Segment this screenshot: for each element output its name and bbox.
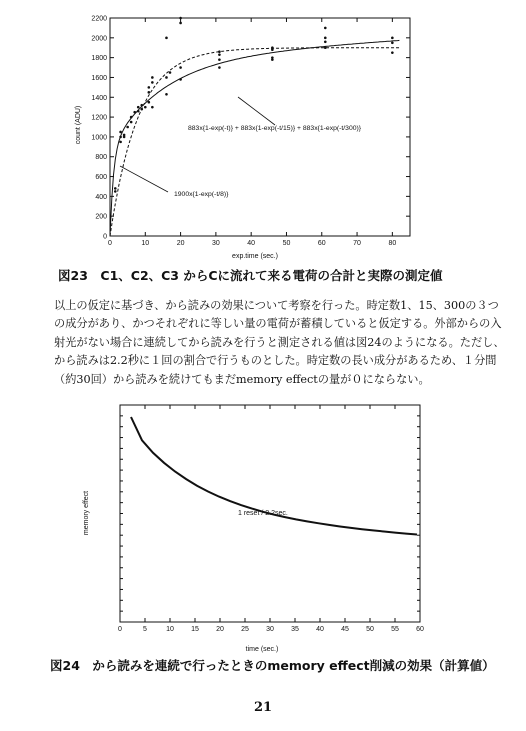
fig23-annotation-single: 1900x{1-exp(-t/8)} — [174, 191, 229, 198]
fig24-x-tick-label: 20 — [216, 626, 224, 633]
fig24-x-tick-label: 35 — [291, 626, 299, 633]
fig23-data-point — [140, 108, 143, 111]
fig23-y-tick-label: 0 — [103, 233, 107, 241]
fig23-x-tick-label: 80 — [388, 240, 397, 247]
fig24-x-tick-label: 5 — [143, 626, 147, 633]
fig23-y-tick-label: 800 — [95, 154, 107, 162]
fig23-data-point — [126, 126, 129, 129]
fig24-x-axis-label: time (sec.) — [245, 646, 279, 653]
fig23-data-point — [324, 40, 327, 43]
fig23-data-point — [218, 53, 221, 56]
fig23-annotation-pointer-2 — [120, 166, 168, 192]
paragraph-line: 射光がない場合に連続してから読みを行うと測定される値は図24のようになる。ただし、 — [54, 335, 505, 349]
fig23-data-point — [151, 81, 154, 84]
paragraph-line: 以上の仮定に基づき、から読みの効果について考察を行った。時定数1、15、300の３つ — [54, 299, 499, 312]
figure-24-chart — [0, 395, 526, 655]
fig24-x-tick-label: 0 — [118, 626, 122, 633]
fig23-data-point — [133, 111, 136, 114]
fig24-x-tick-label: 40 — [316, 626, 324, 633]
caption-text: 図24 から読みを連続で行ったときのmemory effect削減の効果（計算値） — [50, 658, 495, 673]
figure-23-chart — [0, 0, 526, 262]
fig23-x-tick-label: 50 — [282, 240, 291, 247]
fig23-data-point — [119, 131, 122, 134]
fig23-data-point — [130, 121, 133, 124]
fig24-x-tick-label: 25 — [241, 626, 249, 633]
fig24-x-tick-label: 60 — [416, 626, 424, 633]
fig23-data-point — [218, 50, 221, 53]
fig23-y-tick-label: 2000 — [91, 35, 107, 43]
fig24-annotation: 1 reset / 2.2sec. — [238, 510, 288, 517]
fig24-x-tick-label: 45 — [341, 626, 349, 633]
fig23-data-point — [130, 116, 133, 119]
fig24-axes — [118, 405, 424, 633]
body-paragraph — [54, 297, 505, 389]
fig23-data-point — [271, 48, 274, 51]
fig23-y-tick-label: 1000 — [91, 134, 107, 142]
fig23-data-point — [151, 76, 154, 79]
fig23-points — [114, 17, 394, 193]
fig23-y-tick-label: 400 — [95, 193, 107, 201]
fig23-x-tick-label: 70 — [353, 240, 361, 247]
fig23-x-tick-label: 40 — [247, 240, 256, 247]
fig23-x-axis-label: exp.time (sec.) — [232, 253, 278, 260]
fig23-y-axis-label: count (ADU) — [75, 105, 82, 145]
fig23-data-point — [271, 56, 274, 59]
fig23-curves — [110, 40, 399, 236]
fig24-x-tick-label: 50 — [366, 626, 374, 633]
fig23-data-point — [119, 141, 122, 144]
figure-23-caption — [58, 266, 443, 284]
paragraph-line: （約30回）から読みを続けてもまだmemory effectの量が０にならない。 — [54, 372, 430, 386]
fig23-series-line — [110, 40, 399, 236]
fig23-data-point — [324, 46, 327, 49]
fig23-x-tick-label: 0 — [108, 240, 112, 247]
fig23-data-point — [144, 106, 147, 109]
fig23-y-tick-label: 2200 — [91, 15, 107, 23]
fig23-data-point — [137, 106, 140, 109]
fig23-data-point — [179, 22, 182, 25]
fig23-data-point — [165, 93, 168, 96]
fig23-data-point — [179, 17, 182, 20]
fig24-x-tick-label: 15 — [191, 626, 199, 633]
figure-24-caption — [50, 656, 495, 674]
fig23-x-tick-label: 60 — [317, 240, 326, 247]
fig23-data-point — [218, 66, 221, 69]
paragraph-line: から読みは2.2秒に１回の割合で行うものとした。時定数の長い成分があるため、１分間 — [54, 354, 497, 368]
fig23-y-tick-label: 1200 — [91, 114, 107, 122]
fig23-data-point — [179, 66, 182, 69]
fig23-y-tick-label: 1400 — [91, 94, 107, 102]
fig23-y-tick-label: 200 — [95, 213, 107, 221]
fig23-data-point — [148, 86, 151, 89]
fig23-data-point — [114, 187, 117, 190]
fig23-data-point — [119, 136, 122, 139]
fig23-data-point — [391, 41, 394, 44]
fig23-data-point — [140, 104, 143, 107]
fig23-data-point — [179, 78, 182, 81]
fig23-series-line — [110, 48, 399, 236]
fig23-data-point — [137, 110, 140, 113]
fig23-data-point — [114, 190, 117, 193]
fig24-y-axis-label: memory effect — [83, 490, 90, 536]
fig23-data-point — [391, 37, 394, 40]
fig23-data-point — [169, 71, 172, 74]
fig23-annotation-pointer — [238, 97, 275, 125]
fig23-x-tick-label: 20 — [176, 240, 185, 247]
paragraph-line: の成分があり、かつそれぞれに等しい量の電荷が蓄積していると仮定する。外部からの入 — [54, 317, 502, 331]
fig23-data-point — [123, 136, 126, 139]
fig23-y-tick-label: 1800 — [91, 55, 107, 63]
fig23-data-point — [148, 91, 151, 94]
fig23-data-point — [165, 76, 168, 79]
fig23-data-point — [218, 58, 221, 61]
fig23-data-point — [148, 101, 151, 104]
fig23-data-point — [165, 37, 168, 40]
fig24-x-tick-label: 30 — [266, 626, 274, 633]
fig23-data-point — [391, 51, 394, 54]
fig23-annotation-sum: 883x{1-exp(-t)} + 883x{1-exp(-t/15)} + 883x{1-exp(-t/300)} — [188, 125, 362, 132]
fig23-x-tick-label: 30 — [211, 240, 220, 247]
fig23-data-point — [324, 27, 327, 30]
fig23-y-tick-label: 600 — [95, 174, 107, 182]
fig24-x-tick-label: 55 — [391, 626, 399, 633]
fig23-data-point — [151, 106, 154, 109]
fig23-x-tick-label: 10 — [141, 240, 150, 247]
fig23-y-tick-label: 1600 — [91, 74, 107, 82]
fig23-data-point — [324, 37, 327, 40]
page-number: 21 — [253, 700, 273, 715]
fig24-x-tick-label: 10 — [166, 626, 174, 633]
caption-text: 図23 C1、C2、C3 からCに流れて来る電荷の合計と実際の測定値 — [58, 268, 443, 283]
